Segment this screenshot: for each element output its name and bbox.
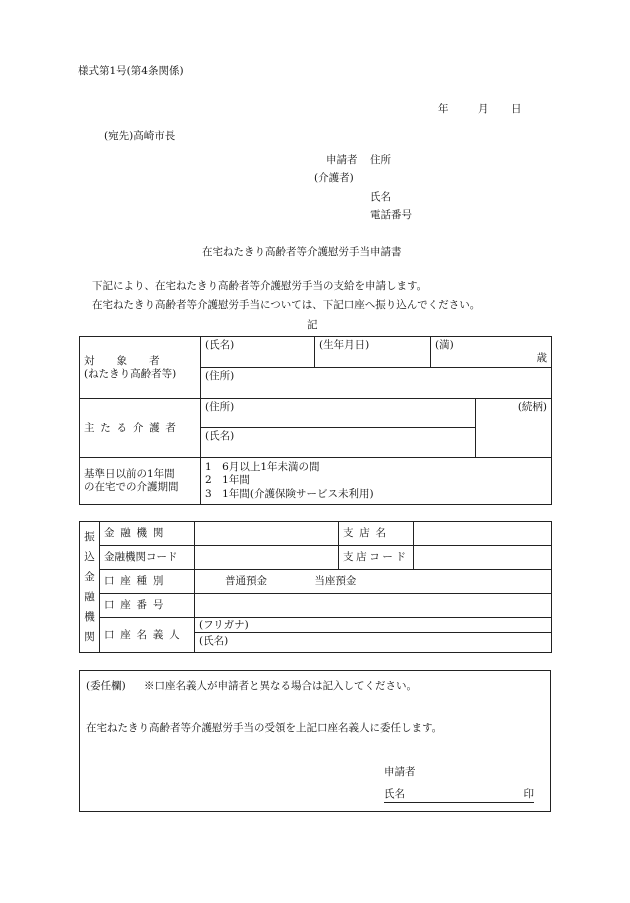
delegation-signature-line[interactable] <box>384 789 534 803</box>
caregiver-label-cell <box>80 399 201 458</box>
holder-furigana-label: (フリガナ) <box>199 618 249 631</box>
bank-side-char-3: 金 <box>84 571 95 583</box>
delegation-note: ※口座名義人が申請者と異なる場合は記入してください。 <box>144 680 417 692</box>
body-line-2: 在宅ねたきり高齢者等介護慰労手当については、下記口座へ振り込んでください。 <box>92 299 481 311</box>
bank-side-char-6: 関 <box>84 631 95 643</box>
account-number-label: 口座番号 <box>100 594 195 618</box>
body-line-1: 下記により、在宅ねたきり高齢者等介護慰労手当の支給を申請します。 <box>92 280 428 292</box>
applicant-info-table <box>79 336 552 505</box>
addressee: (宛先)高崎市長 <box>104 130 176 142</box>
period-label-1: 基準日以前の1年間 <box>84 468 175 481</box>
bank-side-char-5: 機 <box>84 611 95 623</box>
caregiver-address-label: (住所) <box>205 401 235 413</box>
caregiver-address-field[interactable] <box>201 399 476 428</box>
caregiver-relation-label: (続柄) <box>517 401 548 413</box>
delegation-name-label: 氏名 <box>384 788 405 800</box>
applicant-name-label: 氏名 <box>370 191 391 203</box>
caregiver-name-label: (氏名) <box>205 430 235 442</box>
target-address-field[interactable] <box>201 368 552 399</box>
period-option-2[interactable]: 2 1年間 <box>205 474 250 487</box>
main-caregiver-label: 主たる介護者 <box>84 421 182 434</box>
form-number: 様式第1号(第4条関係) <box>78 65 184 77</box>
bank-side-char-4: 融 <box>84 591 95 603</box>
target-age-label: (満) <box>435 339 454 351</box>
period-label-2: の在宅での介護期間 <box>84 481 179 493</box>
period-options-cell[interactable] <box>201 458 552 505</box>
delegation-box <box>79 670 551 812</box>
branch-code-label: 支店コード <box>339 546 414 570</box>
holder-name-label: (氏名) <box>199 635 229 647</box>
holder-name-field[interactable] <box>195 633 552 653</box>
bank-table <box>79 521 552 653</box>
target-sublabel: (ねたきり高齢者等) <box>84 367 177 380</box>
applicant-phone-label: 電話番号 <box>370 209 412 221</box>
seal-label: 印 <box>523 788 534 800</box>
institution-field[interactable] <box>195 522 339 546</box>
target-birth-label: (生年月日) <box>319 339 370 351</box>
target-age-unit: 歳 <box>536 352 548 365</box>
delegation-text: 在宅ねたきり高齢者等介護慰労手当の受領を上記口座名義人に委任します。 <box>86 722 443 734</box>
account-number-field[interactable] <box>195 594 552 618</box>
branch-label: 支店名 <box>339 522 414 546</box>
institution-code-field[interactable] <box>195 546 339 570</box>
target-label: 対 象 者 <box>84 354 166 367</box>
account-type-label: 口座種別 <box>100 570 195 594</box>
target-age-field[interactable] <box>431 337 552 368</box>
period-label-cell <box>80 458 201 505</box>
form-title: 在宅ねたきり高齢者等介護慰労手当申請書 <box>202 246 402 258</box>
target-name-label: (氏名) <box>205 339 235 351</box>
bank-side-label <box>80 522 100 653</box>
target-address-label: (住所) <box>205 370 235 382</box>
caregiver-relation-field[interactable] <box>476 399 552 458</box>
branch-field[interactable] <box>414 522 552 546</box>
ki-label: 記 <box>307 319 318 331</box>
caregiver-name-field[interactable] <box>201 428 476 458</box>
delegation-label: (委任欄) <box>86 680 126 692</box>
holder-furigana-field[interactable] <box>195 618 552 633</box>
ordinary-deposit-option[interactable]: 普通預金 <box>225 575 267 588</box>
date-year-label: 年 <box>438 103 449 115</box>
bank-side-char-2: 込 <box>84 551 95 563</box>
delegation-applicant-label: 申請者 <box>384 766 416 778</box>
applicant-address-label: 住所 <box>370 154 391 166</box>
caregiver-label: (介護者) <box>314 172 354 184</box>
target-name-field[interactable] <box>201 337 315 368</box>
period-option-1[interactable]: 1 6月以上1年未満の間 <box>205 460 320 473</box>
applicant-label: 申請者 <box>326 154 358 166</box>
current-deposit-option[interactable]: 当座預金 <box>314 575 357 588</box>
branch-code-field[interactable] <box>414 546 552 570</box>
date-day-label: 日 <box>511 103 522 115</box>
target-label-cell <box>80 337 201 399</box>
institution-label: 金融機関 <box>100 522 195 546</box>
date-month-label: 月 <box>478 103 489 115</box>
institution-code-label: 金融機関コード <box>100 546 195 570</box>
target-birth-field[interactable] <box>315 337 431 368</box>
holder-label: 口座名義人 <box>100 618 195 653</box>
bank-side-char-1: 振 <box>84 531 95 543</box>
period-option-3[interactable]: 3 1年間(介護保険サービス未利用) <box>205 487 374 500</box>
account-type-field[interactable] <box>195 570 552 594</box>
